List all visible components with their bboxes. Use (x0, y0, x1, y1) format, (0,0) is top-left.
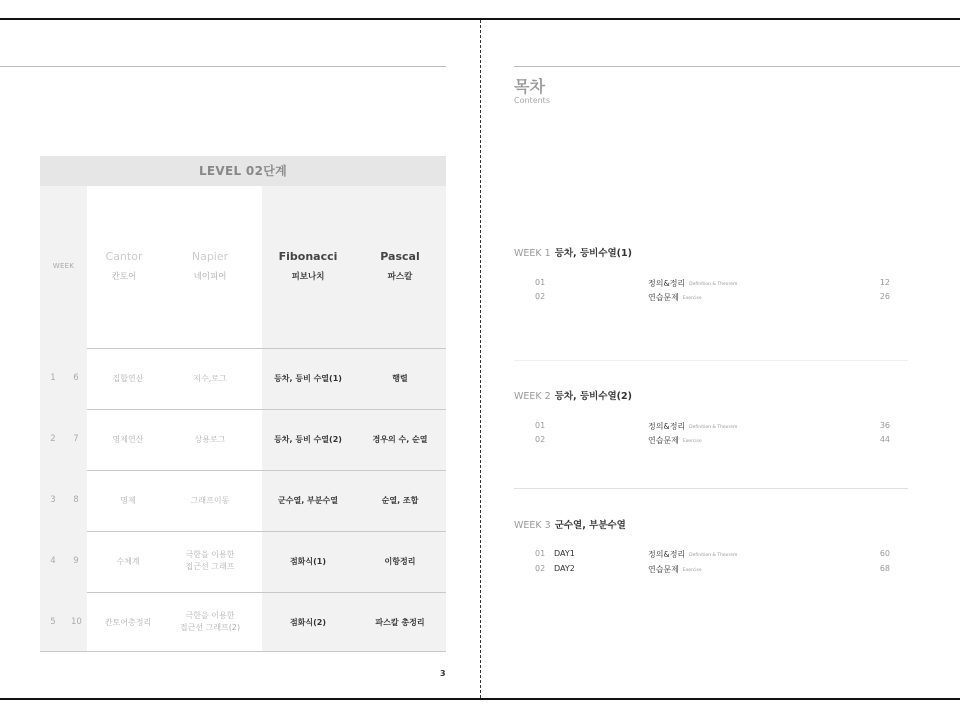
week-number: 7 (73, 434, 79, 444)
table-cell: 경우의 수, 순열 (372, 435, 428, 444)
week-title: 군수열, 부분수열 (554, 520, 626, 531)
entry-name-ko: 정의&정리 (648, 279, 686, 288)
table-cell: 그래프이동 (190, 496, 230, 505)
week-number: 1 (50, 373, 56, 383)
toc-subtitle: Contents (514, 96, 550, 105)
toc-entry[interactable] (535, 549, 907, 561)
toc-entry[interactable] (535, 435, 907, 447)
right-header-rule (514, 66, 960, 67)
table-cell: 점화식(2) (289, 618, 327, 627)
toc-entry[interactable] (535, 421, 907, 433)
table-cell-line: 극한을 이용한 (185, 550, 235, 559)
entry-page-number: 60 (879, 549, 890, 558)
week-number: 9 (73, 556, 79, 566)
week-tag: WEEK 3 (514, 520, 551, 531)
table-cell-line: 접근선 그래프 (185, 562, 235, 571)
table-cell: 파스칼 총정리 (375, 618, 425, 627)
entry-name (648, 278, 737, 289)
table-cell: 명제 (120, 496, 136, 505)
entry-name (648, 435, 702, 446)
table-cell: 점화식(1) (289, 557, 327, 566)
table-cell: 순열, 조합 (381, 496, 419, 505)
column-header-fibonacci (262, 249, 354, 283)
table-cell: 집합연산 (112, 374, 144, 383)
column-name-en: Cantor (105, 250, 143, 263)
entry-name (648, 549, 737, 560)
row-divider (87, 470, 446, 471)
row-divider (87, 409, 446, 410)
entry-number: 02 (535, 435, 546, 444)
column-name-ko: 네이피어 (193, 272, 227, 282)
table-cell: 이항정리 (384, 557, 416, 566)
toc-entry[interactable] (535, 564, 907, 576)
entry-name (648, 292, 702, 303)
table-bottom-line (40, 651, 446, 652)
row-divider (87, 592, 446, 593)
entry-name-en: Definition & Theorem (689, 282, 738, 287)
table-cell: 수체계 (116, 557, 140, 566)
column-header-pascal (354, 249, 446, 283)
table-cell: 등차, 등비 수열(2) (274, 435, 342, 444)
entry-number: 02 (535, 292, 546, 301)
level-header: LEVEL 02단계 (40, 156, 446, 186)
week-number: 6 (73, 373, 79, 383)
row-divider (87, 348, 446, 349)
entry-number: 01 (535, 421, 546, 430)
toc-title: 목차 (514, 77, 545, 96)
left-header-rule (0, 66, 446, 67)
table-body (40, 186, 446, 652)
column-header-cantor (78, 249, 170, 283)
week-heading (514, 245, 632, 259)
entry-page-number: 44 (879, 435, 890, 444)
table-cell: 명제연산 (112, 435, 144, 444)
column-name-ko: 파스칼 (387, 272, 413, 282)
table-cell (164, 549, 256, 573)
table-cell (164, 610, 256, 634)
week-number: 4 (50, 556, 56, 566)
week-number: 10 (71, 617, 82, 627)
section-divider (514, 488, 908, 489)
entry-name-ko: 정의&정리 (648, 550, 686, 559)
entry-page-number: 68 (879, 564, 890, 573)
table-cell: 상용로그 (194, 435, 226, 444)
week-heading (514, 517, 626, 531)
bottom-border (0, 698, 960, 700)
entry-name-en: Definition & Theorem (689, 553, 738, 558)
entry-number: 01 (535, 278, 546, 287)
table-cell: 지수,로그 (193, 374, 227, 383)
row-divider (87, 531, 446, 532)
table-cell: 군수열, 부분수열 (278, 496, 338, 505)
week-number: 2 (50, 434, 56, 444)
toc-entry[interactable] (535, 278, 907, 290)
column-header-napier (164, 249, 256, 283)
table-cell-line: 접근선 그래프(2) (179, 623, 241, 632)
week-title: 등차, 등비수열(1) (554, 248, 632, 259)
week-column-label: WEEK (52, 262, 75, 270)
column-name-ko: 피보나치 (291, 272, 325, 282)
entry-page-number: 36 (879, 421, 890, 430)
entry-name-ko: 연습문제 (648, 565, 679, 574)
curriculum-table (40, 156, 446, 652)
entry-day: DAY1 (554, 549, 575, 558)
page-number: 3 (440, 669, 446, 678)
week-heading (514, 388, 632, 402)
week-title: 등차, 등비수열(2) (554, 391, 632, 402)
page-spine-divider (480, 20, 481, 698)
entry-page-number: 26 (879, 292, 890, 301)
toc-entry[interactable] (535, 292, 907, 304)
section-divider (514, 360, 908, 361)
entry-name (648, 564, 702, 575)
entry-name-ko: 연습문제 (648, 293, 679, 302)
entry-day: DAY2 (554, 564, 575, 573)
table-cell: 행렬 (392, 374, 408, 383)
entry-name-ko: 정의&정리 (648, 422, 686, 431)
entry-number: 02 (535, 564, 546, 573)
table-cell: 등차, 등비 수열(1) (274, 374, 342, 383)
week-tag: WEEK 1 (514, 248, 551, 259)
entry-name-en: Definition & Theorem (689, 425, 738, 430)
column-name-en: Pascal (380, 250, 420, 263)
entry-name-en: Exercise (682, 296, 702, 301)
column-name-ko: 칸토어 (111, 272, 137, 282)
column-name-en: Fibonacci (278, 250, 338, 263)
entry-name-en: Exercise (682, 568, 702, 573)
entry-page-number: 12 (879, 278, 890, 287)
week-number: 8 (73, 495, 79, 505)
entry-number: 01 (535, 549, 546, 558)
table-cell: 칸토어총정리 (104, 618, 152, 627)
week-number: 5 (50, 617, 56, 627)
week-tag: WEEK 2 (514, 391, 551, 402)
entry-name-en: Exercise (682, 439, 702, 444)
entry-name (648, 421, 737, 432)
column-name-en: Napier (191, 250, 229, 263)
entry-name-ko: 연습문제 (648, 436, 679, 445)
table-cell-line: 극한을 이용한 (185, 611, 235, 620)
week-number: 3 (50, 495, 56, 505)
